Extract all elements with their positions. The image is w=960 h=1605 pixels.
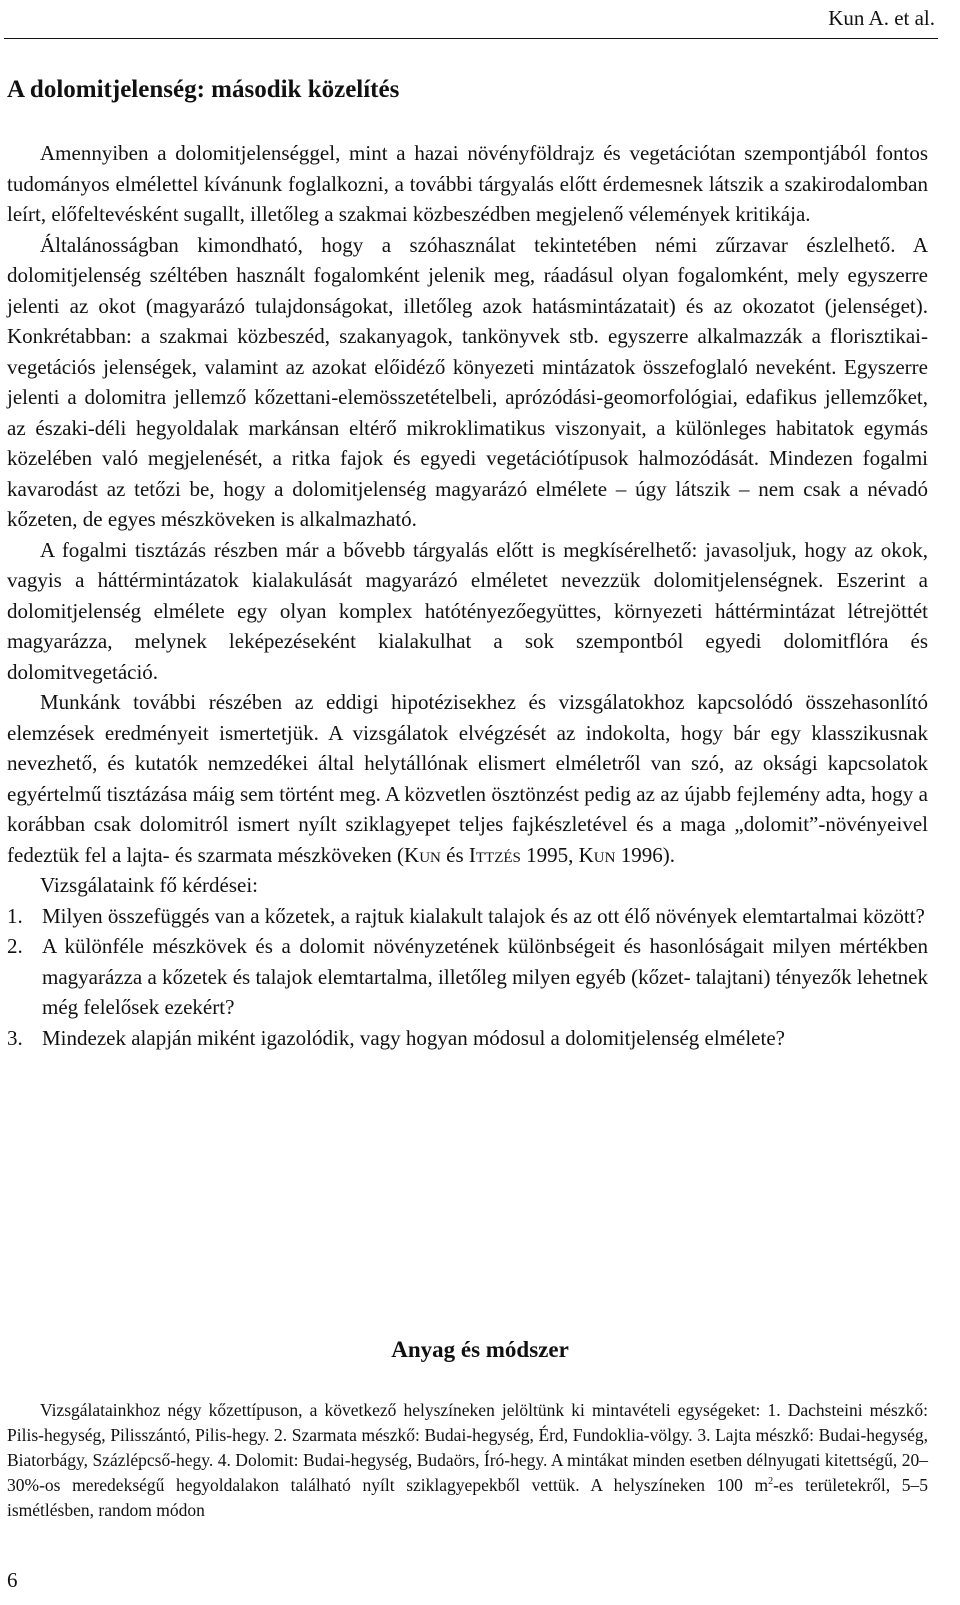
question-number: 2. <box>7 934 23 958</box>
section-title: A dolomitjelenség: második közelítés <box>7 76 400 103</box>
paragraph-4 <box>7 687 928 870</box>
question-text: Mindezek alapján miként igazolódik, vagy hogyan módosul a dolomitjelenség elmélete? <box>42 1025 785 1050</box>
citation-year: 1995, <box>520 842 579 867</box>
page-number: 6 <box>7 1568 18 1592</box>
header-rule <box>4 38 938 39</box>
question-item <box>7 901 928 932</box>
citation-author: Kun <box>404 842 441 867</box>
question-item <box>7 1023 928 1054</box>
superscript: 2 <box>768 1476 774 1488</box>
question-item <box>7 931 928 1023</box>
paragraph-4-text: Munkánk további részében az eddigi hipotézisekhez és vizsgálatokhoz kapcsolódó összehasonlító elemzések eredményeit ismertetjük. A vizsgálatok elvégzését az indokolta, hogy bár egy klasszikusnak nevezhető, és kutatók nemzedékei által helytállónak elismert elméletről van szó, az oksági kapcsolatok egyértelmű tisztázása máig sem történt meg. A közvetlen ösztönzést pedig az az újabb fejlemény adta, hogy a korábban csak dolomitról ismert nyílt sziklagyepet teljes fajkészletével és a maga „dolomit”-növényeivel fedeztük fel a lajta- és szarmata mészköveken ( <box>7 690 928 867</box>
questions-list <box>7 901 928 1054</box>
methods-text-continued: -es területekről, 5–5 ismétlésben, random módon <box>7 1475 928 1520</box>
methods-paragraph <box>7 1398 928 1523</box>
citation-author: Kun <box>578 842 616 867</box>
paragraph-3: A fogalmi tisztázás részben már a bővebb tárgyalás előtt is megkísérelhető: javasoljuk, hogy az okok, vagyis a háttérmintázatok kialakulását magyarázó elméletet nevezzük dolomitjelenségnek. Eszerint a dolomitjelenség elmélete egy olyan komplex hatótényezőegyüttes, környezeti háttérmintázat létrejöttét magyarázza, melynek leképezéseként kialakulhat a sok szempontból egyedi dolomitflóra és dolomitvegetáció. <box>7 537 928 684</box>
question-number: 3. <box>7 1025 23 1050</box>
citation-conjunction: és <box>440 842 469 867</box>
body-text <box>7 138 928 1053</box>
methods-title: Anyag és módszer <box>391 1337 569 1362</box>
paragraph-1: Amennyiben a dolomitjelenséggel, mint a hazai növényföldrajz és vegetációtan szempontjából fontos tudományos elmélettel kívánunk foglalkozni, a további tárgyalás előtt érdemesnek látszik a szakirodalomban leírt, előfeltevésként sugallt, illetőleg a szakmai közbeszédben megjelenő vélemények kritikája. <box>7 141 928 226</box>
question-text: Milyen összefüggés van a kőzetek, a rajtuk kialakult talajok és az ott élő növények elemtartalmai között? <box>42 903 925 928</box>
running-head: Kun A. et al. <box>828 6 935 30</box>
questions-intro: Vizsgálataink fő kérdései: <box>40 873 258 897</box>
citation-year: 1996). <box>615 842 675 867</box>
question-number: 1. <box>7 903 23 928</box>
methods-text: Vizsgálatainkhoz négy kőzettípuson, a következő helyszíneken jelöltünk ki mintavételi egységeket: 1. Dachsteini mészkő: Pilis-hegység, Pilisszántó, Pilis-hegy. 2. Szarmata mészkő: Budai-hegység, Érd, Fundoklia-völgy. 3. Lajta mészkő: Budai-hegység, Biatorbágy, Százlépcső-hegy. 4. Dolomit: Budai-hegység, Budaörs, Író-hegy. A mintákat minden esetben délnyugati kitettségű, 20–30%-os meredekségű hegyoldalakon található nyílt sziklagyepekből vettük. A helyszíneken 100 m <box>7 1400 928 1495</box>
citation-author: Ittzés <box>468 842 521 867</box>
question-text: A különféle mészkövek és a dolomit növényzetének különbségeit és hasonlóságait milyen mértékben magyarázza a kőzetek és talajok elemtartalma, illetőleg milyen egyéb (kőzet- talajtani) tényezők lehetnek még felelősek ezekért? <box>42 934 928 1019</box>
paragraph-2: Általánosságban kimondható, hogy a szóhasználat tekintetében némi zűrzavar észlelhető. A dolomitjelenség széltében használt fogalomként jelenik meg, ráadásul olyan fogalomként, mely egyszerre jelenti az okot (magyarázó tulajdonságokat, illetőleg azok hatásmintázatait) és az okozatot (jelenséget). Konkrétabban: a szakmai közbeszéd, szakanyagok, tankönyvek stb. egyszerre alkalmazzák a florisztikai-vegetációs jelenségek, valamint az azokat előidéző könyezeti mintázatok összefoglaló neveként. Egyszerre jelenti a dolomitra jellemző kőzettani-elemösszetételbeli, aprózódási-geomorfológiai, edafikus jellemzőket, az északi-déli hegyoldalak markánsan eltérő mikroklimatikus viszonyait, a különleges habitatok egymás közelében való megjelenését, a ritka fajok és egyedi vegetációtípusok halmozódását. Mindezen fogalmi kavarodást az tetőzi be, hogy a dolomitjelenség magyarázó elmélete – úgy látszik – nem csak a névadó kőzeten, de egyes mészköveken is alkalmazható. <box>7 232 928 531</box>
